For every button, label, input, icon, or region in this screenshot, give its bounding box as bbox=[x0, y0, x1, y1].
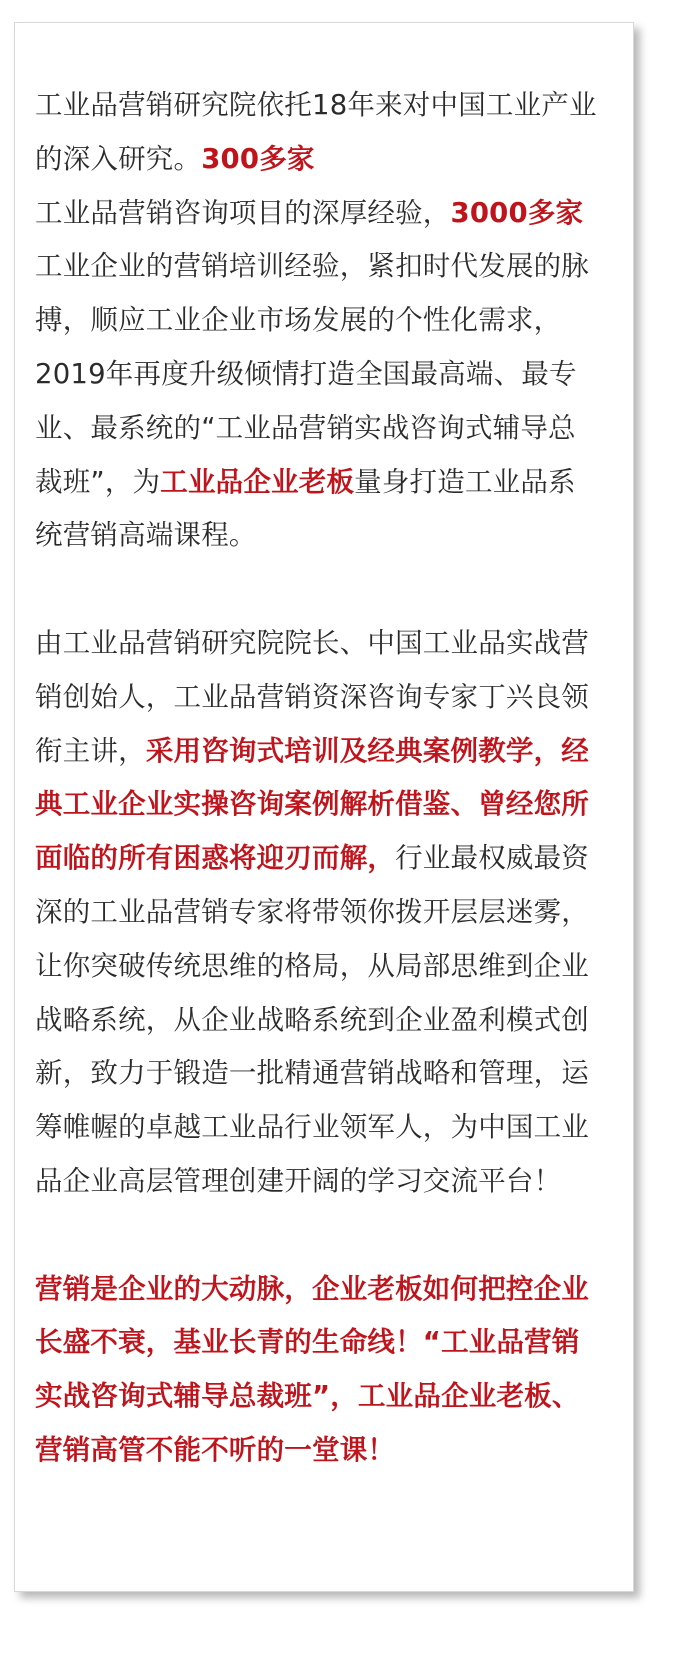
highlight-text: 300多家 bbox=[201, 142, 315, 175]
body-text: 工业企业的营销培训经验，紧扣时代发展的脉 bbox=[35, 250, 589, 283]
highlight-text: 实战咨询式辅导总裁班”，工业品企业老板、 bbox=[35, 1380, 580, 1413]
paragraph-closing bbox=[35, 1263, 617, 1478]
body-text: 搏，顺应工业企业市场发展的个性化需求， bbox=[35, 304, 562, 337]
highlight-text: 营销是企业的大动脉，企业老板如何把控企业 bbox=[35, 1272, 589, 1305]
highlight-text: 长盛不衰，基业长青的生命线！“工业品营销 bbox=[35, 1326, 580, 1359]
highlight-text: 典工业企业实操咨询案例解析借鉴、曾经您所 bbox=[35, 788, 589, 821]
body-text: 品企业高层管理创建开阔的学习交流平台！ bbox=[35, 1164, 562, 1197]
body-text: 战略系统，从企业战略系统到企业盈利模式创 bbox=[35, 1003, 589, 1036]
highlight-text: 工业品企业老板 bbox=[160, 465, 355, 498]
body-text: 工业品营销咨询项目的深厚经验， bbox=[35, 196, 451, 229]
article-body bbox=[35, 79, 617, 1478]
body-text: 的深入研究。 bbox=[35, 142, 202, 175]
body-text: 量身打造工业品系 bbox=[354, 465, 576, 498]
body-text: 裁班”，为 bbox=[35, 465, 161, 498]
body-text: 2019年再度升级倾情打造全国最高端、最专 bbox=[35, 357, 577, 390]
body-text: 新，致力于锻造一批精通营销战略和管理，运 bbox=[35, 1057, 589, 1090]
body-text: 工业品营销研究院依托18年来对中国工业产业 bbox=[35, 89, 597, 121]
body-text: 衔主讲， bbox=[35, 734, 146, 767]
body-text: 筹帷幄的卓越工业品行业领军人，为中国工业 bbox=[35, 1111, 589, 1144]
article-card bbox=[14, 22, 634, 1592]
body-text: 销创始人，工业品营销资深咨询专家丁兴良领 bbox=[35, 680, 589, 713]
body-text: 业、最系统的“工业品营销实战咨询式辅导总 bbox=[35, 411, 576, 444]
body-text: 行业最权威最资 bbox=[395, 842, 590, 875]
paragraph-intro bbox=[35, 79, 617, 563]
highlight-text: 3000多家 bbox=[450, 196, 584, 229]
body-text: 统营销高端课程。 bbox=[35, 519, 257, 552]
highlight-text: 采用咨询式培训及经典案例教学，经 bbox=[145, 734, 590, 767]
highlight-text: 面临的所有困惑将迎刃而解， bbox=[35, 842, 396, 875]
body-text: 深的工业品营销专家将带领你拨开层层迷雾， bbox=[35, 895, 589, 928]
paragraph-instructor bbox=[35, 617, 617, 1209]
body-text: 让你突破传统思维的格局，从局部思维到企业 bbox=[35, 949, 589, 982]
highlight-text: 营销高管不能不听的一堂课！ bbox=[35, 1433, 396, 1466]
body-text: 由工业品营销研究院院长、中国工业品实战营 bbox=[35, 626, 589, 659]
